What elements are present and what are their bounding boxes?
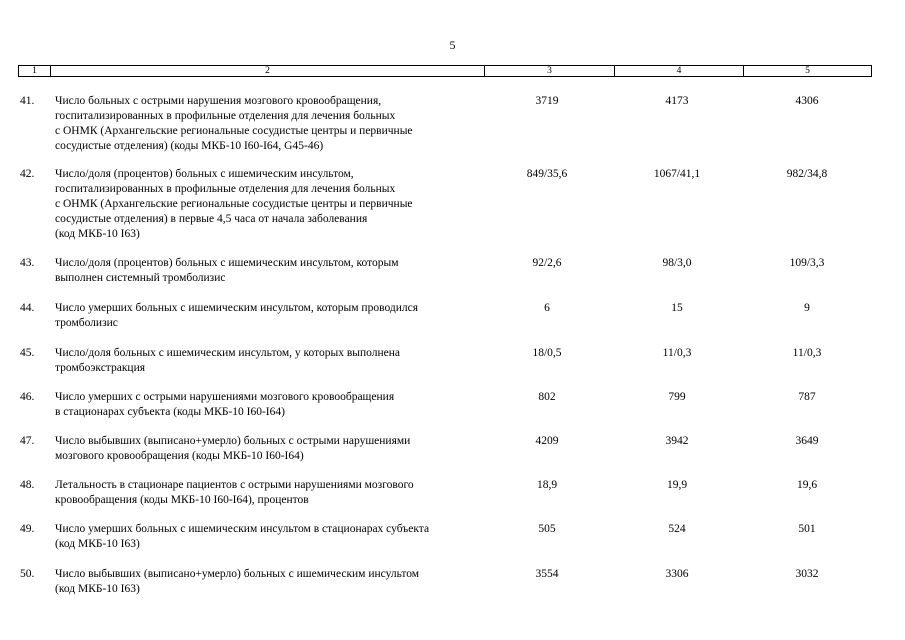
row-description: [55, 94, 480, 154]
description-line: (код МКБ-10 I63): [55, 228, 140, 240]
value-column-3: 3554: [535, 568, 559, 580]
column-header-4: 4: [614, 66, 743, 76]
description-line: Число умерших больных с ишемическим инсультом, которым проводился: [55, 302, 418, 314]
description-line: мозгового кровообращения (коды МКБ-10 I60-I64): [55, 450, 304, 462]
value-column-3: 92/2,6: [532, 257, 562, 269]
value-column-4: 1067/41,1: [653, 168, 701, 180]
description-line: с ОНМК (Архангельские региональные сосудистые центры и первичные: [55, 125, 413, 137]
row-description: [55, 346, 480, 376]
value-column-3: 802: [538, 391, 556, 403]
value-column-3: 3719: [535, 95, 559, 107]
row-number: 49.: [20, 523, 35, 535]
value-column-3: 4209: [535, 435, 559, 447]
value-column-3: 505: [538, 523, 556, 535]
row-description: [55, 256, 480, 286]
value-column-3: 18/0,5: [532, 347, 562, 359]
description-line: тромболизис: [55, 317, 118, 329]
row-description: [55, 478, 480, 508]
row-description: [55, 167, 480, 242]
value-column-4: 524: [668, 523, 686, 535]
description-line: тромбоэкстракция: [55, 362, 146, 374]
value-column-3: 6: [544, 302, 550, 314]
description-line: сосудистые отделения) в первые 4,5 часа от начала заболевания: [55, 213, 368, 225]
column-header-3: 3: [484, 66, 614, 76]
description-line: Число выбывших (выписано+умерло) больных с острыми нарушениями: [55, 435, 411, 447]
value-column-5: 787: [798, 391, 816, 403]
row-description: [55, 301, 480, 331]
description-line: Летальность в стационаре пациентов с острыми нарушениями мозгового: [55, 479, 414, 491]
description-line: кровообращения (коды МКБ-10 I60-I64), процентов: [55, 494, 309, 506]
value-column-4: 3306: [665, 568, 689, 580]
value-column-4: 4173: [665, 95, 689, 107]
row-description: [55, 567, 480, 597]
description-line: Число/доля (процентов) больных с ишемическим инсультом,: [55, 168, 354, 180]
value-column-5: 11/0,3: [792, 347, 822, 359]
row-number: 45.: [20, 347, 35, 359]
description-line: (код МКБ-10 I63): [55, 538, 140, 550]
value-column-3: 849/35,6: [526, 168, 568, 180]
description-line: Число/доля (процентов) больных с ишемическим инсультом, которым: [55, 257, 399, 269]
value-column-4: 15: [671, 302, 683, 314]
description-line: Число выбывших (выписано+умерло) больных с ишемическим инсультом: [55, 568, 420, 580]
description-line: Число умерших с острыми нарушениями мозгового кровообращения: [55, 391, 395, 403]
value-column-3: 18,9: [536, 479, 558, 491]
value-column-5: 3649: [795, 435, 819, 447]
column-header-1: 1: [32, 66, 37, 76]
row-number: 48.: [20, 479, 35, 491]
row-number: 47.: [20, 435, 35, 447]
value-column-5: 4306: [795, 95, 819, 107]
row-number: 44.: [20, 302, 35, 314]
value-column-4: 98/3,0: [662, 257, 692, 269]
column-header-2: 2: [50, 66, 484, 76]
description-line: Число больных с острыми нарушения мозгового кровообращения,: [55, 95, 382, 107]
description-line: Число умерших больных с ишемическим инсультом в стационарах субъекта: [55, 523, 430, 535]
description-line: госпитализированных в профильные отделения для лечения больных: [55, 110, 396, 122]
description-line: (код МКБ-10 I63): [55, 583, 140, 595]
description-line: Число/доля больных с ишемическим инсультом, у которых выполнена: [55, 347, 401, 359]
description-line: выполнен системный тромболизис: [55, 272, 226, 284]
value-column-4: 11/0,3: [662, 347, 692, 359]
value-column-4: 799: [668, 391, 686, 403]
row-description: [55, 390, 480, 420]
row-number: 41.: [20, 95, 35, 107]
table-header-row: [18, 65, 872, 77]
row-description: [55, 434, 480, 464]
description-line: с ОНМК (Архангельские региональные сосудистые центры и первичные: [55, 198, 413, 210]
value-column-5: 19,6: [796, 479, 818, 491]
value-column-4: 3942: [665, 435, 689, 447]
row-number: 43.: [20, 257, 35, 269]
value-column-5: 9: [804, 302, 810, 314]
value-column-5: 3032: [795, 568, 819, 580]
description-line: в стационарах субъекта (коды МКБ-10 I60-I64): [55, 406, 285, 418]
value-column-4: 19,9: [666, 479, 688, 491]
value-column-5: 501: [798, 523, 816, 535]
description-line: сосудистые отделения) (коды МКБ-10 I60-I64, G45-46): [55, 140, 324, 152]
column-header-5: 5: [743, 66, 871, 76]
page-number: 5: [449, 38, 456, 52]
description-line: госпитализированных в профильные отделения для лечения больных: [55, 183, 396, 195]
value-column-5: 109/3,3: [789, 257, 825, 269]
value-column-5: 982/34,8: [786, 168, 828, 180]
row-number: 50.: [20, 568, 35, 580]
row-description: [55, 522, 480, 552]
row-number: 46.: [20, 391, 35, 403]
row-number: 42.: [20, 168, 35, 180]
